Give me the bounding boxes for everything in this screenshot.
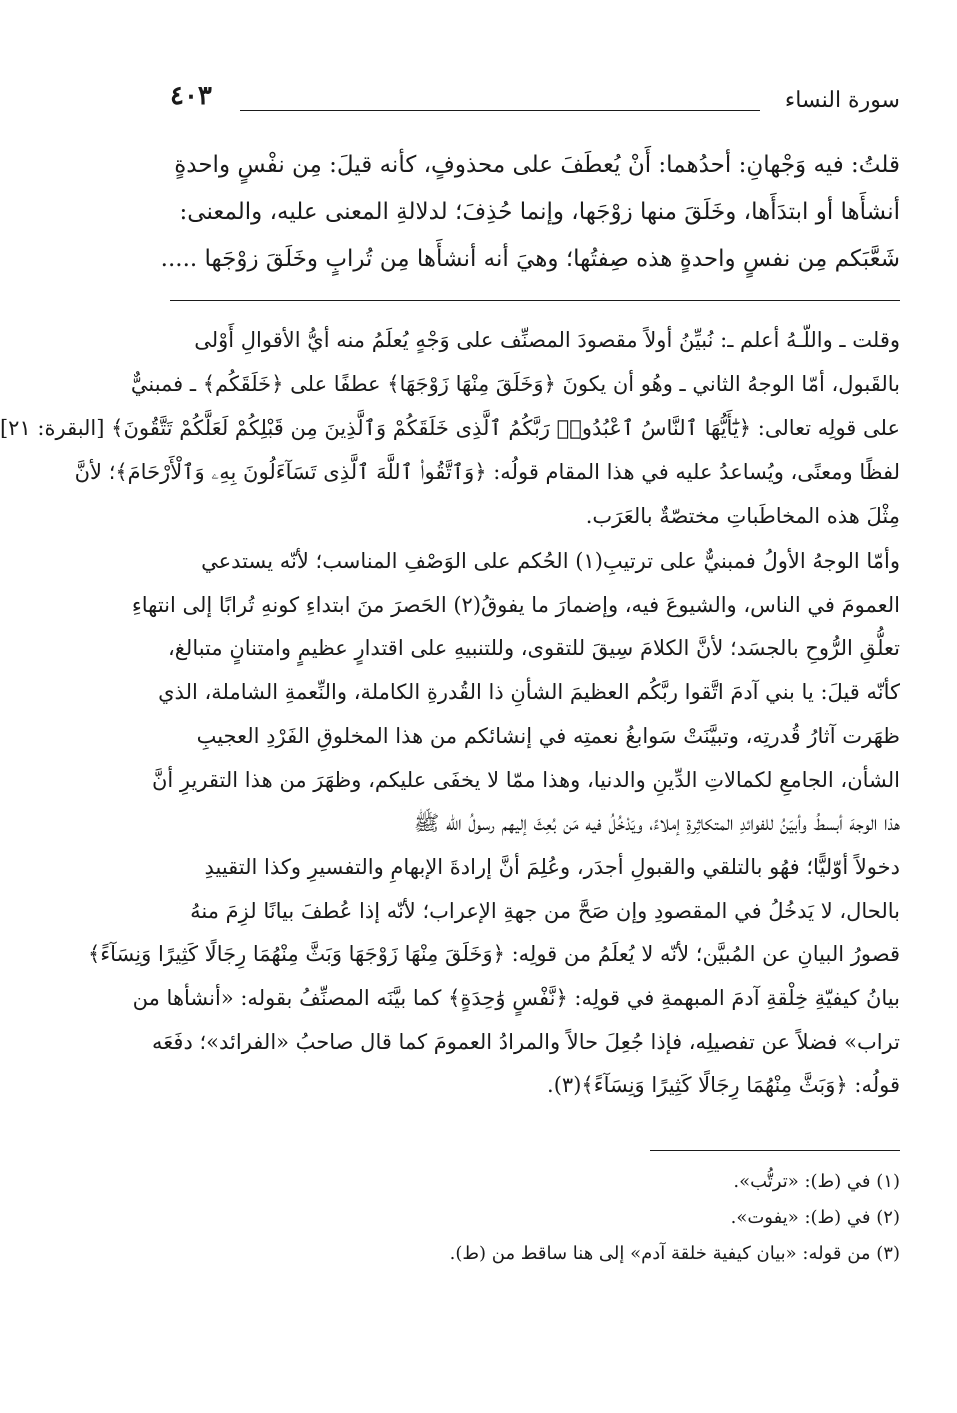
text-line: بيانُ كيفيّةِ خِلْقةِ آدمَ المبهمةِ في قولِه: ﴿نَّفْسٍ وَٰحِدَةٍ﴾ كما بيَّنَه المصنِّفُ بقوله: «أنشأها من bbox=[132, 986, 900, 1011]
page-number: ٤٠٣ bbox=[170, 81, 212, 111]
text-line: تعلُّقِ الرُّوحِ بالجسَد؛ لأنَّ الكلامَ سِيقَ للتقوى، وللتنبيهِ على اقتدارٍ عظيمٍ وامتنانٍ متبالغ، bbox=[167, 636, 900, 661]
text-line: شَعَّبَكم مِن نفسٍ واحدةٍ هذه صِفتُها؛ وهيَ أنه أنشأَها مِن تُرابٍ وخَلَقَ زوْجَها ..... bbox=[160, 246, 900, 272]
text-line: على قولِه تعالى: ﴿يَٰٓأَيُّهَا ٱلنَّاسُ ٱعْبُدُوا۟ رَبَّكُمُ ٱلَّذِى خَلَقَكُمْ وَٱلَّذِينَ مِن قَبْلِكُمْ لَعَلَّكُمْ تَتَّقُونَ﴾ [البقرة: ٢١] bbox=[0, 416, 900, 440]
footnote-divider bbox=[650, 1150, 900, 1151]
footnote: (٢) في (ط): «يفوت». bbox=[730, 1207, 900, 1228]
footnote: (١) في (ط): «ترتُّب». bbox=[733, 1171, 900, 1192]
text-line: دخولاً أوّليًّا؛ فهُو بالتلقي والقبولِ أجدَر، وعُلِمَ أنَّ إرادةَ الإبهامِ والتفسيرِ وكذا التقييدِ bbox=[204, 854, 900, 879]
text-line: قولُه: ﴿وَبَثَّ مِنْهُمَا رِجَالًا كَثِيرًا وَنِسَآءً﴾(٣). bbox=[547, 1073, 900, 1098]
text-line: وقلت ـ واللّـهُ أعلم ـ: نُبيِّنُ أولاً مقصودَ المصنِّف على وَجْهٍ يُعلَمُ منه أيُّ الأقوالِ أَوْلى bbox=[194, 328, 900, 352]
text-line: كأنّه قيلَ: يا بني آدمَ اتَّقوا ربَّكُم العظيمَ الشأنِ ذا القُدرةِ الكاملة، والنِّعمةِ الشاملة، الذي bbox=[158, 680, 900, 705]
text-line: العمومَ في الناس، والشيوعَ فيه، وإضمارَ ما يفوقُ(٢) الحَصرَ منَ ابتداءِ كونهِ تُرابًا إلى انتهاءِ bbox=[131, 592, 900, 617]
footnote: (٣) من قوله: «بيان كيفية خلقة آدم» إلى هنا ساقط من (ط). bbox=[449, 1243, 900, 1264]
section-divider bbox=[170, 300, 900, 301]
quoted-commentary bbox=[160, 142, 900, 283]
text-line: مِثْلَ هذه المخاطَباتِ مختصّةٌ بالعَرَب. bbox=[585, 504, 900, 528]
paragraph-1 bbox=[0, 318, 900, 538]
text-line: ظهَرت آثارُ قُدرتِه، وتبيَّنَتْ سَوابغُ نعمتِه في إنشائكم من هذا المخلوقِ الفَرْدِ العجيبِ bbox=[196, 723, 900, 748]
header-rule bbox=[240, 110, 760, 111]
paragraph-2 bbox=[87, 540, 900, 1108]
text-line: هذا الوجهَ أبسطُ وأبيَنُ للفوائدِ المتكاثِرةِ إملاءً، ويَدْخُلُ فيه مَن بُعِثَ إليهم رسولُ الله ﷺ bbox=[413, 811, 900, 836]
text-line: تراب» فضلاً عن تفصيلِه، فإذا جُعِلَ حالاً والمرادُ العمومَ كما قال صاحبُ «الفرائد»؛ دفَعَه bbox=[152, 1029, 900, 1054]
text-line: الشأن، الجامعِ لكمالاتِ الدِّينِ والدنيا، وهذا ممّا لا يخفَى عليكم، وظهَرَ من هذا التقريرِ أنَّ bbox=[151, 767, 900, 792]
text-line: وأمّا الوجهُ الأولُ فمبنيٌّ على ترتيبِ(١) الحُكم على الوَصْفِ المناسب؛ لأنّه يستدعي bbox=[201, 549, 900, 573]
text-line: بالقَبول، أمّا الوجهُ الثاني ـ وهُو أن يكونَ ﴿وَخَلَقَ مِنْهَا زَوْجَهَا﴾ عطفًا على ﴿خَلَقَكُم﴾ ـ فمبنيٌّ bbox=[130, 372, 900, 396]
text-line: قلتُ: فيه وَجْهانِ: أحدُهما: أَنْ يُعطَفَ على محذوفٍ، كأنه قيلَ: مِن نفْسٍ واحدةٍ bbox=[174, 152, 900, 178]
footnotes bbox=[170, 1164, 900, 1272]
text-line: بالحال، لا يَدخُلُ في المقصودِ وإن صَحَّ من جهةِ الإعراب؛ لأنّه إذا عُطفَ بيانًا لزِمَ منهُ bbox=[190, 898, 900, 923]
surah-name: سورة النساء bbox=[784, 88, 900, 113]
text-line: قصورُ البيانِ عن المُبيَّن؛ لأنّه لا يُعلَمُ من قولِه: ﴿وَخَلَقَ مِنْهَا زَوْجَهَا وَبَثَّ مِنْهُمَا رِجَالًا كَثِيرًا وَنِسَآءً﴾ bbox=[87, 942, 900, 967]
text-line: لفظًا ومعنًى، ويُساعدُ عليه في هذا المقام قولُه: ﴿وَٱتَّقُوا۟ ٱللَّهَ ٱلَّذِى تَسَآءَلُونَ بِهِۦ وَٱلْأَرْحَامَ﴾؛ لأنَّ bbox=[74, 460, 900, 484]
running-header bbox=[170, 76, 900, 120]
text-line: أنشأَها أو ابتدَأَها، وخَلَقَ منها زوْجَها، وإنما حُذِفَ؛ لدلالةِ المعنى عليه، والمعنى: bbox=[179, 199, 900, 225]
